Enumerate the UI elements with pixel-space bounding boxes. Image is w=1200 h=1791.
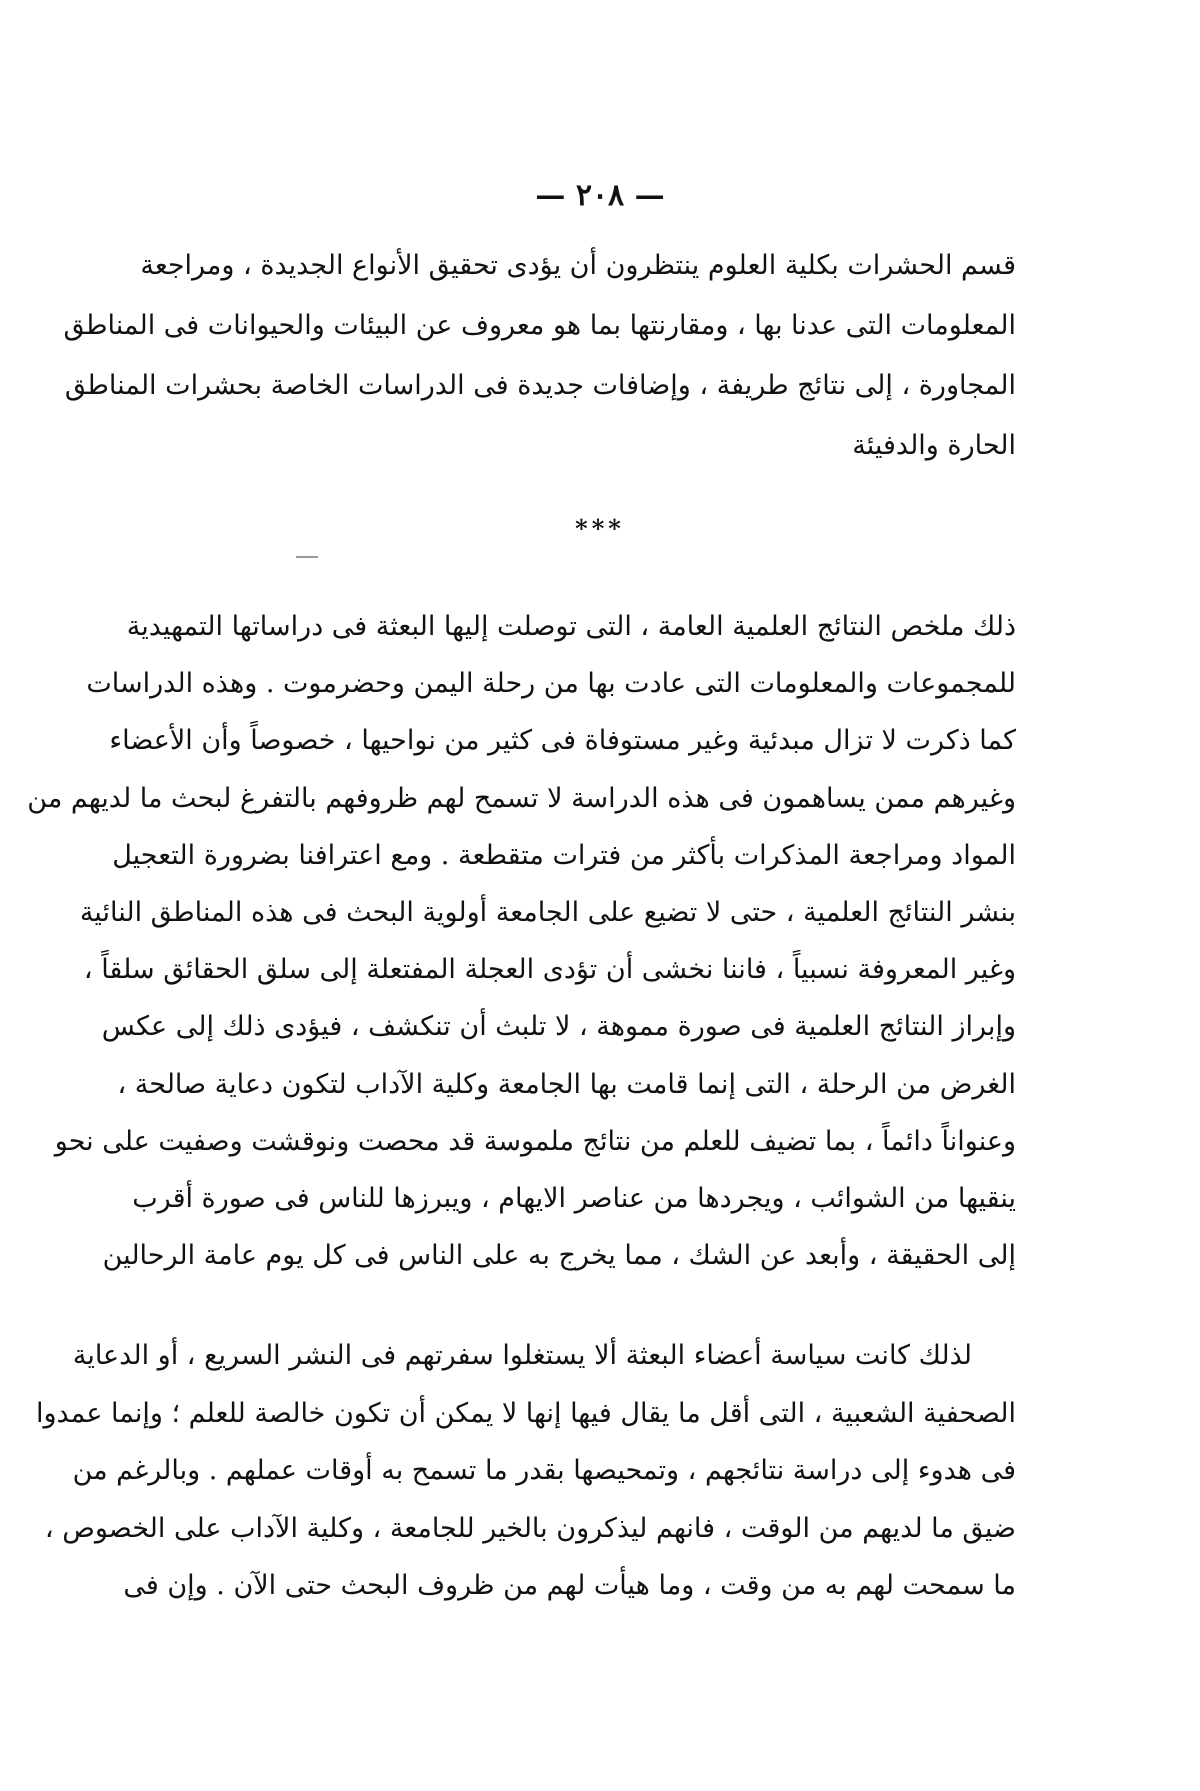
- paragraph-line: للمجموعات والمعلومات التى عادت بها من رحلة اليمن وحضرموت . وهذه الدراسات: [86, 668, 1016, 700]
- paragraph-line: كما ذكرت لا تزال مبدئية وغير مستوفاة فى كثير من نواحيها ، خصوصاً وأن الأعضاء: [109, 725, 1016, 757]
- section-separator: ***: [575, 514, 625, 543]
- paragraph-line: بنشر النتائج العلمية ، حتى لا تضيع على الجامعة أولوية البحث فى هذه المناطق النائية: [79, 896, 1016, 928]
- paragraph-line: ينقيها من الشوائب ، ويجردها من عناصر الايهام ، ويبرزها للناس فى صورة أقرب: [132, 1182, 1016, 1214]
- paragraph-line: المواد ومراجعة المذكرات بأكثر من فترات متقطعة . ومع اعترافنا بضرورة التعجيل: [112, 839, 1016, 871]
- paragraph-line: الغرض من الرحلة ، التى إنما قامت بها الجامعة وكلية الآداب لتكون دعاية صالحة ،: [117, 1068, 1016, 1100]
- tail-paragraph: [36, 1327, 1016, 1615]
- paragraph-line: المعلومات التى عدنا بها ، ومقارنتها بما هو معروف عن البيئات والحيوانات فى المناطق: [63, 310, 1016, 341]
- paragraph-line: وغير المعروفة نسبياً ، فاننا نخشى أن تؤدى العجلة المفتعلة إلى سلق الحقائق سلقاً ،: [83, 954, 1016, 986]
- paragraph-line: قسم الحشرات بكلية العلوم ينتظرون أن يؤدى تحقيق الأنواع الجديدة ، ومراجعة: [140, 250, 1016, 281]
- paragraph-line: ما سمحت لهم به من وقت ، وما هيأت لهم من ظروف البحث حتى الآن . وإن فى: [123, 1570, 1016, 1602]
- paragraph-line: وغيرهم ممن يساهمون فى هذه الدراسة لا تسمح لهم ظروفهم بالتفرغ لبحث ما لديهم من: [27, 782, 1016, 814]
- top-paragraph: [63, 236, 1016, 476]
- paragraph-line: لذلك كانت سياسة أعضاء البعثة ألا يستغلوا سفرتهم فى النشر السريع ، أو الدعاية: [72, 1340, 972, 1371]
- paragraph-line: فى هدوء إلى دراسة نتائجهم ، وتمحيصها بقدر ما تسمح به أوقات عملهم . وبالرغم من: [72, 1455, 1016, 1487]
- paragraph-line: وعنواناً دائماً ، بما تضيف للعلم من نتائج ملموسة قد محصت ونوقشت وصفيت على نحو: [54, 1125, 1016, 1157]
- paragraph-line: إلى الحقيقة ، وأبعد عن الشك ، مما يخرج به على الناس فى كل يوم عامة الرحالين: [102, 1240, 1016, 1272]
- page-number: — ٢٠٨ —: [535, 178, 665, 213]
- paragraph-line: ضيق ما لديهم من الوقت ، فانهم ليذكرون بالخير للجامعة ، وكلية الآداب على الخصوص ،: [44, 1512, 1016, 1544]
- main-paragraph: [27, 598, 1016, 1284]
- paragraph-line: الصحفية الشعبية ، التى أقل ما يقال فيها إنها لا يمكن أن تكون خالصة للعلم ؛ وإنما عمدوا: [36, 1397, 1016, 1429]
- paragraph-line: المجاورة ، إلى نتائج طريفة ، وإضافات جديدة فى الدراسات الخاصة بحشرات المناطق: [64, 370, 1016, 401]
- paragraph-line: الحارة والدفيئة: [852, 430, 1016, 461]
- paragraph-line: وإبراز النتائج العلمية فى صورة مموهة ، لا تلبث أن تنكشف ، فيؤدى ذلك إلى عكس: [101, 1011, 1016, 1043]
- ink-speck: [296, 556, 318, 558]
- paragraph-line: ذلك ملخص النتائج العلمية العامة ، التى توصلت إليها البعثة فى دراساتها التمهيدية: [126, 611, 1016, 642]
